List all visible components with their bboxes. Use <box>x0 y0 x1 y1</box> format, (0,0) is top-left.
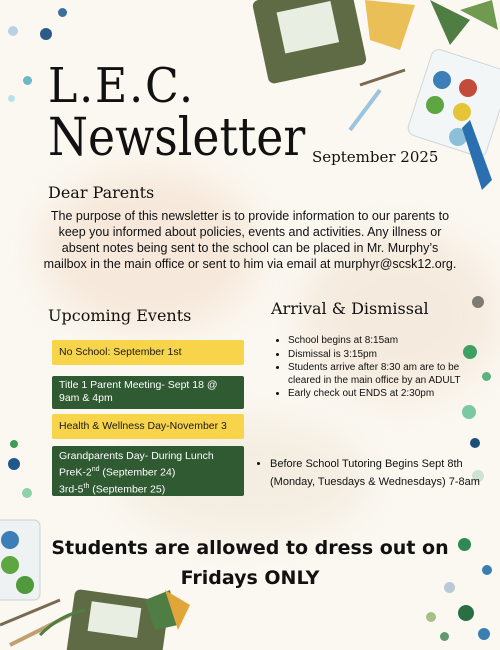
event-label: Health & Wellness Day-November 3 <box>59 420 227 432</box>
dress-code-line: Students are allowed to dress out on <box>51 537 449 559</box>
paint-dot <box>23 76 32 85</box>
event-label: No School: September 1st <box>59 346 182 358</box>
list-item: • Students arrive after 8:30 am are to be cleared in the main office by an ADULT <box>288 362 478 387</box>
tutoring-list <box>256 455 480 491</box>
paint-dot <box>8 95 15 102</box>
paint-dot <box>462 405 476 419</box>
upcoming-events-heading: Upcoming Events <box>48 306 192 325</box>
paint-dot <box>58 8 67 17</box>
event-no-school <box>52 340 244 365</box>
event-label: Grandparents Day- During Lunch <box>59 450 214 462</box>
event-label-line: PreK-2nd (September 24) <box>59 466 176 479</box>
paint-dot <box>470 438 480 448</box>
dress-code-notice <box>40 533 460 593</box>
greeting-heading: Dear Parents <box>48 183 155 202</box>
newsletter-title: Newsletter <box>48 108 306 168</box>
newsletter-title-abbreviation: L.E.C. <box>48 58 195 114</box>
tutoring-note: • Before School Tutoring Begins Sept 8th (Monday, Tuesdays & Wednesdays) 7-8am <box>270 455 480 491</box>
purpose-paragraph: The purpose of this newsletter is to provide information to our parents to keep you informed about policies, events and activities. Any illness or absent notes being sent to the school can be placed in Mr. Murphy’s mailbox in the main office or sent to him via email at murphyr@scsk12.org. <box>43 209 457 271</box>
event-title1-meeting <box>52 376 244 409</box>
paint-dot <box>482 372 491 381</box>
paint-dot <box>40 28 52 40</box>
school-supplies-illustration-top <box>230 0 500 200</box>
event-grandparents-day <box>52 446 244 496</box>
dress-code-line: Fridays ONLY <box>180 567 320 589</box>
arrival-dismissal-heading: Arrival & Dismissal <box>271 299 429 318</box>
paint-dot <box>472 296 484 308</box>
paint-dot <box>10 440 18 448</box>
event-label: Title 1 Parent Meeting- Sept 18 @ 9am & 4pm <box>59 379 218 404</box>
event-label-line: 3rd-5th (September 25) <box>59 482 166 495</box>
event-health-wellness-day <box>52 414 244 439</box>
paint-dot <box>482 565 492 575</box>
list-item: • Early check out ENDS at 2:30pm <box>288 388 478 401</box>
paint-dot <box>426 612 436 622</box>
paint-dot <box>440 632 449 641</box>
arrival-list <box>272 335 478 402</box>
paint-dot <box>8 26 18 36</box>
list-item: • School begins at 8:15am <box>288 335 478 348</box>
paint-dot <box>478 628 490 640</box>
paint-dot <box>22 488 32 498</box>
paint-dot <box>458 605 474 621</box>
list-item: • Dismissal is 3:15pm <box>288 349 478 362</box>
paint-dot <box>8 458 20 470</box>
issue-date: September 2025 <box>312 148 439 166</box>
